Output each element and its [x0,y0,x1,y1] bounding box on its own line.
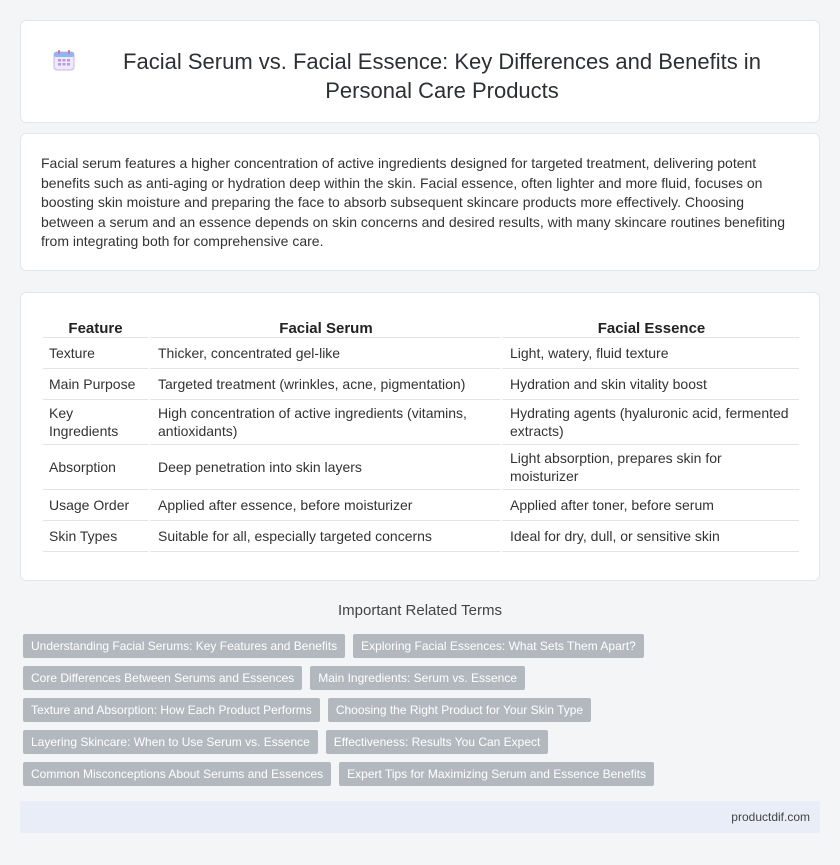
related-term-link[interactable]: Effectiveness: Results You Can Expect [326,730,549,754]
related-term-link[interactable]: Texture and Absorption: How Each Product Performs [23,698,320,722]
serum-cell: Applied after essence, before moisturizer [148,490,500,521]
footer [20,801,820,833]
table-row [43,445,799,490]
related-term-link[interactable]: Core Differences Between Serums and Essences [23,666,302,690]
related-term-link[interactable]: Expert Tips for Maximizing Serum and Essence Benefits [339,762,654,786]
related-term-link[interactable]: Main Ingredients: Serum vs. Essence [310,666,525,690]
essence-cell: Hydrating agents (hyaluronic acid, fermented extracts) [500,400,799,445]
related-term-link[interactable]: Understanding Facial Serums: Key Features and Benefits [23,634,345,658]
related-term-link[interactable]: Exploring Facial Essences: What Sets Them Apart? [353,634,644,658]
related-term-link[interactable]: Choosing the Right Product for Your Skin Type [328,698,591,722]
related-terms-heading: Important Related Terms [338,602,502,619]
feature-cell: Usage Order [43,490,148,521]
related-term-link[interactable]: Layering Skincare: When to Use Serum vs. Essence [23,730,318,754]
comparison-card [20,292,820,581]
header-facial-serum: Facial Serum [148,314,500,338]
feature-cell: Key Ingredients [43,400,148,445]
feature-cell: Texture [43,338,148,369]
essence-cell: Light, watery, fluid texture [500,338,799,369]
page-title: Facial Serum vs. Facial Essence: Key Differences and Benefits in Personal Care Products [123,49,761,103]
serum-cell: Suitable for all, especially targeted concerns [148,521,500,552]
essence-cell: Light absorption, prepares skin for moisturizer [500,445,799,490]
table-row [43,490,799,521]
table-row [43,369,799,400]
essence-cell: Hydration and skin vitality boost [500,369,799,400]
table-row [43,400,799,445]
serum-cell: Thicker, concentrated gel-like [148,338,500,369]
feature-cell: Skin Types [43,521,148,552]
table-header-row [43,314,799,338]
essence-cell: Applied after toner, before serum [500,490,799,521]
feature-cell: Main Purpose [43,369,148,400]
intro-card [20,133,820,271]
header-facial-essence: Facial Essence [500,314,799,338]
related-term-link[interactable]: Common Misconceptions About Serums and Essences [23,762,331,786]
serum-cell: Targeted treatment (wrinkles, acne, pigmentation) [148,369,500,400]
related-terms-list [23,634,823,794]
table-row [43,521,799,552]
essence-cell: Ideal for dry, dull, or sensitive skin [500,521,799,552]
serum-cell: High concentration of active ingredients (vitamins, antioxidants) [148,400,500,445]
intro-paragraph: Facial serum features a higher concentration of active ingredients designed for targeted treatment, delivering potent benefits such as anti-aging or hydration deep within the skin. Facial essence, often lighter and more fluid, focuses on boosting skin moisture and preparing the face to absorb subsequent skincare products more effectively. Choosing between a serum and an essence depends on skin concerns and desired results, with many skincare routines benefiting from integrating both for comprehensive care. [41,155,785,249]
calendar-icon [53,49,75,71]
comparison-table [43,314,799,552]
table-row [43,338,799,369]
feature-cell: Absorption [43,445,148,490]
serum-cell: Deep penetration into skin layers [148,445,500,490]
header-feature: Feature [43,314,148,338]
header-card [20,20,820,123]
site-link[interactable]: productdif.com [731,810,810,824]
